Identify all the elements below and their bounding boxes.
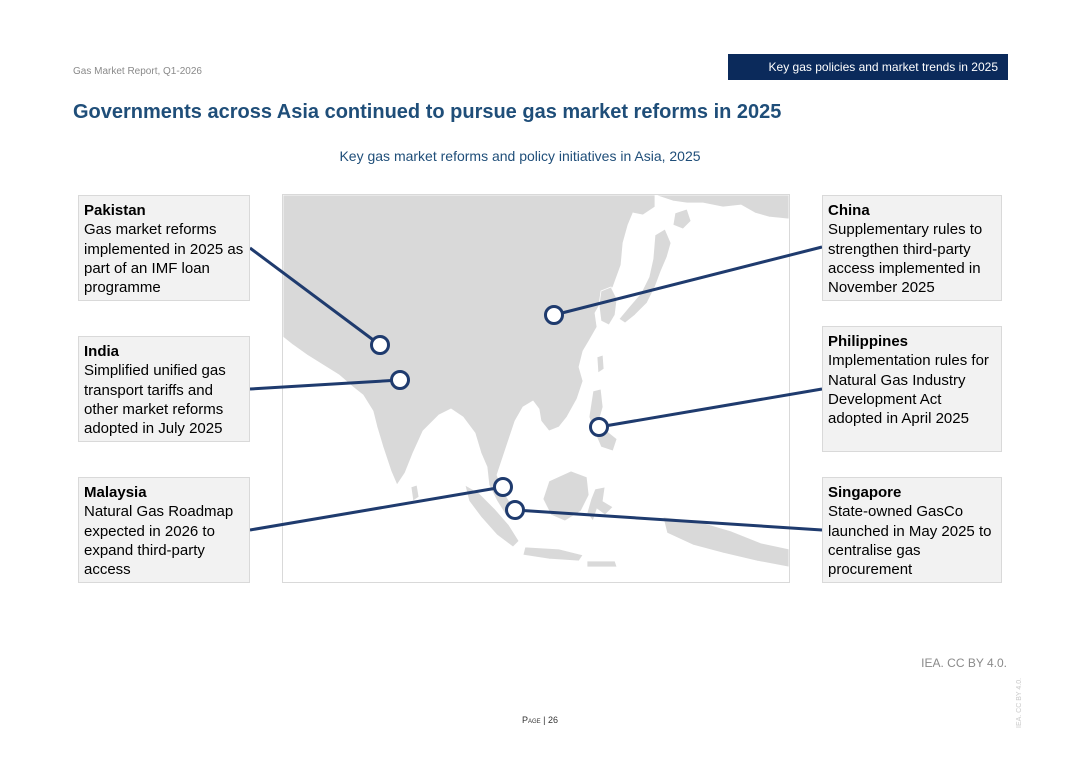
- callout-text: State-owned GasCo launched in May 2025 to centralise gas procurement: [828, 503, 992, 579]
- location-marker-pakistan: [372, 337, 389, 354]
- callout-text: Supplementary rules to strengthen third-party access implemented in November 2025: [828, 221, 983, 297]
- callout-india: [78, 336, 250, 442]
- connector-line-malaysia: [250, 487, 503, 530]
- callout-singapore: [822, 477, 1002, 583]
- section-tag-label: Key gas policies and market trends in 2025: [768, 60, 998, 74]
- location-marker-singapore: [507, 502, 524, 519]
- page-label: Page: [521, 715, 541, 725]
- callout-country: Philippines: [828, 333, 909, 350]
- connector-line-india: [250, 380, 400, 389]
- page-number-value: | 26: [543, 715, 559, 725]
- connector-line-pakistan: [250, 248, 380, 345]
- callout-text: Simplified unified gas transport tariffs and other market reforms adopted in July 2025: [84, 362, 226, 438]
- location-marker-china: [546, 307, 563, 324]
- connector-line-singapore: [515, 510, 822, 530]
- callout-country: Singapore: [828, 484, 902, 501]
- connector-line-philippines: [599, 389, 822, 427]
- location-marker-philippines: [591, 419, 608, 436]
- callout-malaysia: [78, 477, 250, 583]
- page-title: Governments across Asia continued to pursue gas market reforms in 2025: [73, 101, 782, 123]
- location-marker-malaysia: [495, 479, 512, 496]
- connector-line-china: [554, 247, 822, 315]
- callout-country: India: [84, 343, 120, 360]
- callout-country: Pakistan: [84, 202, 146, 219]
- callout-text: Gas market reforms implemented in 2025 as part of an IMF loan programme: [84, 221, 244, 297]
- callout-philippines: [822, 326, 1002, 452]
- location-marker-india: [392, 372, 409, 389]
- callout-text: Natural Gas Roadmap expected in 2026 to expand third-party access: [84, 503, 234, 579]
- figure-title: Key gas market reforms and policy initiatives in Asia, 2025: [339, 148, 701, 164]
- image-credit: IEA. CC BY 4.0.: [921, 656, 1007, 670]
- vertical-credit: IEA. CC BY 4.0.: [1016, 677, 1023, 728]
- report-name: Gas Market Report, Q1-2026: [73, 66, 202, 77]
- page-number: [0, 715, 1080, 725]
- callout-pakistan: [78, 195, 250, 301]
- callout-country: Malaysia: [84, 484, 147, 501]
- callout-text: Implementation rules for Natural Gas Industry Development Act adopted in April 2025: [828, 352, 989, 428]
- callout-country: China: [828, 202, 870, 219]
- callout-china: [822, 195, 1002, 301]
